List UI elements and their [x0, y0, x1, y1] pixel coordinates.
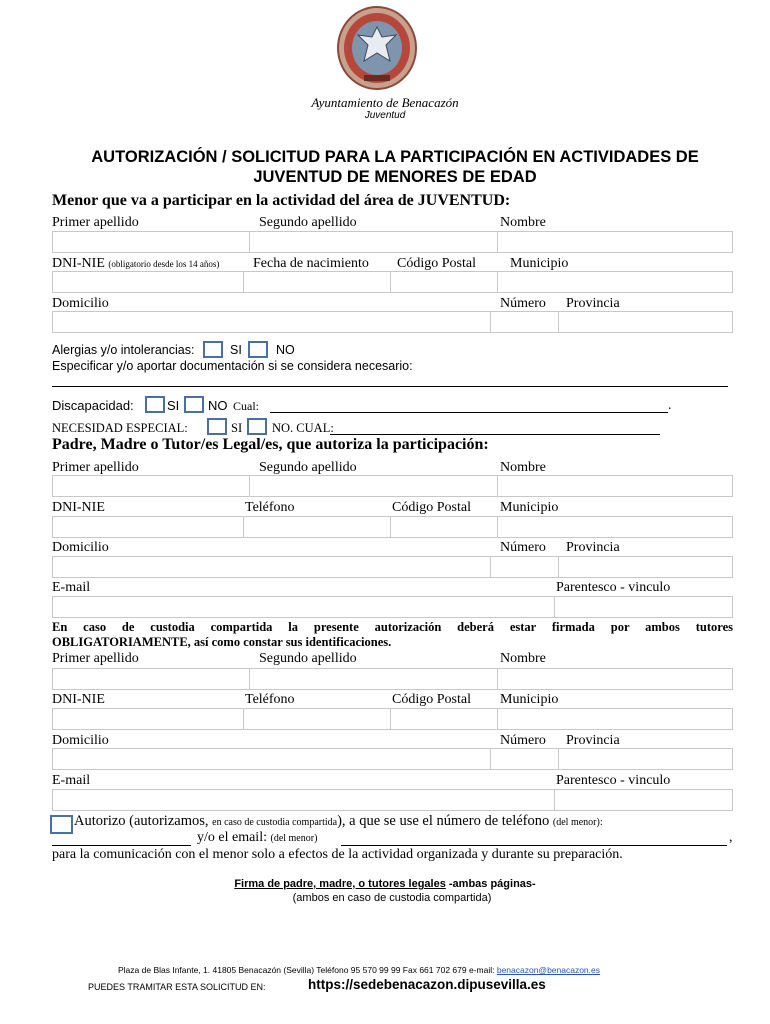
- discapacidad-no-checkbox[interactable]: [184, 396, 204, 413]
- field-divider: [249, 668, 250, 690]
- tutor2-email-row-field[interactable]: [52, 789, 733, 811]
- alergias-no-checkbox[interactable]: [248, 341, 268, 358]
- tutor2-id-row-field[interactable]: [52, 708, 733, 730]
- minor-municipio-label: Municipio: [510, 256, 569, 271]
- tutor2-codigo-postal-label: Código Postal: [392, 692, 471, 707]
- footer-tramitar-label: PUEDES TRAMITAR ESTA SOLICITUD EN:: [88, 982, 266, 992]
- tutor1-email-label: E-mail: [52, 580, 91, 595]
- footer-address: Plaza de Blas Infante, 1. 41805 Benacazón (Sevilla) Teléfono 95 570 99 99 Fax 661 702 679 e-mail: benacazon@benacazon.es: [118, 965, 600, 975]
- field-divider: [490, 311, 491, 333]
- form-title-line1: AUTORIZACIÓN / SOLICITUD PARA LA PARTICIPACIÓN EN ACTIVIDADES DE: [91, 148, 699, 166]
- tutor1-numero-label: Número: [500, 540, 546, 555]
- tutor1-segundo-apellido-label: Segundo apellido: [259, 460, 357, 475]
- tutor2-names-row-field[interactable]: [52, 668, 733, 690]
- necesidad-si-label: SI: [231, 421, 243, 435]
- signature-note: (ambos en caso de custodia compartida): [292, 892, 492, 904]
- minor-provincia-label: Provincia: [566, 296, 620, 311]
- authorize-email-label: y/o el email: (del menor): [197, 830, 318, 845]
- cual-label: Cual:: [233, 399, 259, 413]
- field-divider: [558, 556, 559, 578]
- tutor2-numero-label: Número: [500, 733, 546, 748]
- tutor2-municipio-label: Municipio: [500, 692, 559, 707]
- tutor2-email-label: E-mail: [52, 773, 91, 788]
- field-divider: [249, 475, 250, 497]
- field-divider: [558, 748, 559, 770]
- tutor1-names-row-field[interactable]: [52, 475, 733, 497]
- necesidad-cual-label: NO. CUAL:: [272, 421, 334, 435]
- discapacidad-si-checkbox[interactable]: [145, 396, 165, 413]
- minor-segundo-apellido-label: Segundo apellido: [259, 215, 357, 230]
- org-name: Ayuntamiento de Benacazón: [311, 95, 459, 110]
- minor-dni-note: (obligatorio desde los 14 años): [108, 259, 220, 269]
- tutor2-dni-label: DNI-NIE: [52, 692, 105, 707]
- necesidad-si-checkbox[interactable]: [207, 418, 227, 435]
- custody-note-line2: OBLIGATORIAMENTE, así como constar sus identificaciones.: [52, 635, 392, 649]
- tutor1-nombre-label: Nombre: [500, 460, 546, 475]
- tutor2-primer-apellido-label: Primer apellido: [52, 651, 139, 666]
- field-divider: [497, 668, 498, 690]
- tutor1-dni-label: DNI-NIE: [52, 500, 105, 515]
- discapacidad-label: Discapacidad:: [52, 398, 134, 413]
- alergias-si-label: SI: [230, 343, 242, 357]
- field-divider: [497, 475, 498, 497]
- tutor1-address-row-field[interactable]: [52, 556, 733, 578]
- tutor-section-heading: Padre, Madre o Tutor/es Legal/es, que autoriza la participación:: [52, 436, 489, 453]
- minor-dni-label: DNI-NIE (obligatorio desde los 14 años): [52, 256, 220, 271]
- tutor2-domicilio-label: Domicilio: [52, 733, 109, 748]
- authorize-email-line[interactable]: [341, 845, 727, 846]
- minor-primer-apellido-label: Primer apellido: [52, 215, 139, 230]
- especificar-line[interactable]: [52, 386, 728, 387]
- necesidad-no-checkbox[interactable]: [247, 418, 267, 435]
- alergias-no-label: NO: [276, 343, 295, 357]
- field-divider: [554, 789, 555, 811]
- tutor1-domicilio-label: Domicilio: [52, 540, 109, 555]
- tutor1-email-row-field[interactable]: [52, 596, 733, 618]
- tutor2-provincia-label: Provincia: [566, 733, 620, 748]
- tutor2-telefono-label: Teléfono: [245, 692, 295, 707]
- tutor1-id-row-field[interactable]: [52, 516, 733, 538]
- form-title-line2: JUVENTUD DE MENORES DE EDAD: [253, 168, 537, 186]
- tutor2-segundo-apellido-label: Segundo apellido: [259, 651, 357, 666]
- field-divider: [554, 596, 555, 618]
- tutor2-parentesco-label: Parentesco - vinculo: [556, 773, 671, 788]
- alergias-si-checkbox[interactable]: [203, 341, 223, 358]
- field-divider: [390, 271, 391, 293]
- field-divider: [243, 516, 244, 538]
- custody-note-line1: En caso de custodia compartida la presente autorización deberá estar firmada por ambos tutores: [52, 620, 733, 634]
- minor-fecha-nacimiento-label: Fecha de nacimiento: [253, 256, 369, 271]
- field-divider: [249, 231, 250, 253]
- field-divider: [490, 556, 491, 578]
- footer-email-link[interactable]: benacazon@benacazon.es: [496, 965, 600, 975]
- autorizo-checkbox[interactable]: [50, 815, 73, 834]
- authorize-line3: para la comunicación con el menor solo a efectos de la actividad organizada y durante su preparación.: [52, 847, 623, 862]
- department-name: Juventud: [364, 110, 406, 121]
- necesidad-especial-label: NECESIDAD ESPECIAL:: [52, 421, 188, 435]
- minor-address-row-field[interactable]: [52, 311, 733, 333]
- municipal-seal-logo: [336, 5, 418, 91]
- field-divider: [243, 708, 244, 730]
- tutor1-primer-apellido-label: Primer apellido: [52, 460, 139, 475]
- tutor2-address-row-field[interactable]: [52, 748, 733, 770]
- field-divider: [390, 708, 391, 730]
- minor-id-row-field[interactable]: [52, 271, 733, 293]
- minor-section-heading: Menor que va a participar en la actividad del área de JUVENTUD:: [52, 192, 511, 209]
- tutor1-municipio-label: Municipio: [500, 500, 559, 515]
- especificar-label: Especificar y/o aportar documentación si se considera necesario:: [52, 359, 413, 373]
- signature-label: Firma de padre, madre, o tutores legales -ambas páginas-: [234, 878, 536, 890]
- field-divider: [390, 516, 391, 538]
- minor-numero-label: Número: [500, 296, 546, 311]
- field-divider: [497, 516, 498, 538]
- field-divider: [558, 311, 559, 333]
- tutor2-nombre-label: Nombre: [500, 651, 546, 666]
- field-divider: [490, 748, 491, 770]
- footer-sede-url[interactable]: https://sedebenacazon.dipusevilla.es: [308, 977, 546, 992]
- tutor1-codigo-postal-label: Código Postal: [392, 500, 471, 515]
- field-divider: [497, 271, 498, 293]
- discapacidad-no-label: NO: [208, 398, 228, 413]
- field-divider: [497, 231, 498, 253]
- field-divider: [497, 708, 498, 730]
- minor-names-row-field[interactable]: [52, 231, 733, 253]
- tutor1-telefono-label: Teléfono: [245, 500, 295, 515]
- tutor1-parentesco-label: Parentesco - vinculo: [556, 580, 671, 595]
- cual-end: .: [668, 398, 672, 413]
- authorize-line2-end: ,: [729, 830, 733, 845]
- authorize-line1: Autorizo (autorizamos, en caso de custodia compartida), a que se use el número de teléfono (del menor):: [74, 813, 603, 829]
- cual-line[interactable]: [270, 412, 668, 413]
- tutor1-provincia-label: Provincia: [566, 540, 620, 555]
- minor-domicilio-label: Domicilio: [52, 296, 109, 311]
- authorize-phone-line[interactable]: [52, 845, 191, 846]
- field-divider: [243, 271, 244, 293]
- minor-nombre-label: Nombre: [500, 215, 546, 230]
- minor-codigo-postal-label: Código Postal: [397, 256, 476, 271]
- discapacidad-si-label: SI: [167, 398, 180, 413]
- necesidad-cual-line[interactable]: [330, 434, 660, 435]
- alergias-label: Alergias y/o intolerancias:: [52, 343, 195, 357]
